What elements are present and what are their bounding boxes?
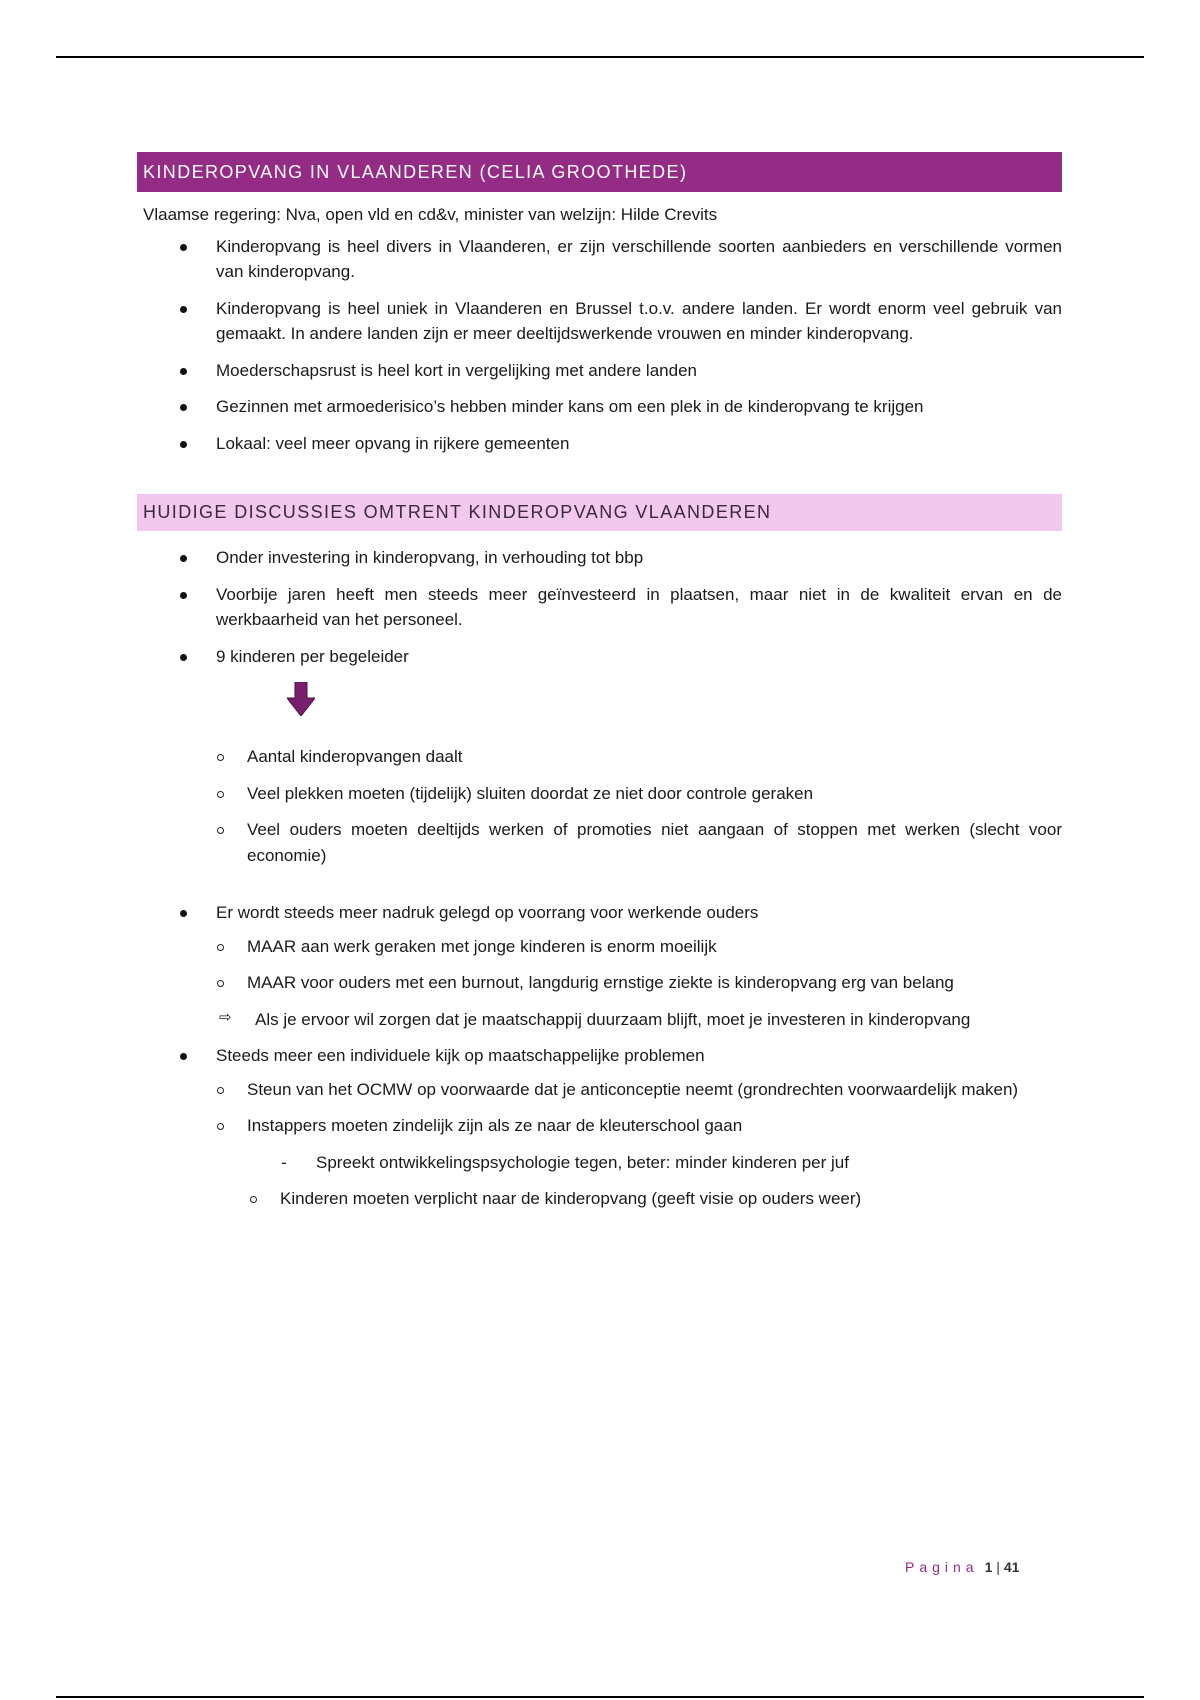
list-item: Steun van het OCMW op voorwaarde dat je anticonceptie neemt (grondrechten voorwaardelijk maken) <box>247 1079 1019 1099</box>
list-item: MAAR voor ouders met een burnout, langdurig ernstige ziekte is kinderopvang erg van belang <box>247 973 954 992</box>
list-item: 9 kinderen per begeleider <box>216 646 409 666</box>
page-word: Pagina <box>905 1559 979 1575</box>
final-sub-list <box>242 1186 1062 1212</box>
list-item: Instappers moeten zindelijk zijn als ze naar de kleuterschool gaan <box>247 1116 743 1135</box>
arrow-right-icon: ⇨ <box>219 1008 232 1026</box>
page-number: 1 <box>984 1559 993 1575</box>
section2-bullet-list <box>137 545 1062 669</box>
list-item: Onder investering in kinderopvang, in verhouding tot bbp <box>216 548 644 567</box>
list-item: Kinderopvang is heel uniek in Vlaanderen en Brussel t.o.v. andere landen. Er wordt enorm veel gebruik van gemaakt. In andere landen zijn er meer deeltijdswerkende vrouwen en minder kinderopvang. <box>216 298 1062 343</box>
section2-bullet-list-final <box>137 1043 1062 1139</box>
list-item: Kinderen moeten verplicht naar de kinderopvang (geeft visie op ouders weer) <box>280 1189 862 1208</box>
list-item: Aantal kinderopvangen daalt <box>247 747 463 766</box>
sub-list <box>209 1077 1062 1139</box>
dash-note: - Spreekt ontwikkelingspsychologie tegen, beter: minder kinderen per juf <box>281 1150 1062 1176</box>
page-separator: | <box>996 1559 1000 1575</box>
page-total: 41 <box>1003 1559 1020 1575</box>
section1-bullet-list <box>137 234 1062 457</box>
down-arrow-icon <box>287 680 1062 736</box>
header-rule <box>56 56 1144 58</box>
list-item: Moederschapsrust is heel kort in vergelijking met andere landen <box>216 360 697 380</box>
document-body <box>137 152 1062 1223</box>
section2-bullet-list-continued <box>137 900 1062 996</box>
section-heading-discussies: HUIDIGE DISCUSSIES OMTRENT KINDEROPVANG VLAANDEREN <box>137 494 1062 531</box>
page-footer <box>905 1557 1019 1578</box>
list-item: Kinderopvang is heel divers in Vlaanderen, er zijn verschillende soorten aanbieders en verschillende vormen van kinderopvang. <box>216 236 1062 281</box>
conclusion-line: ⇨ Als je ervoor wil zorgen dat je maatschappij duurzaam blijft, moet je investeren in kinderopvang <box>219 1008 971 1029</box>
list-item: MAAR aan werk geraken met jonge kinderen is enorm moeilijk <box>247 936 717 956</box>
intro-paragraph: Vlaamse regering: Nva, open vld en cd&v, minister van welzijn: Hilde Crevits <box>143 205 718 224</box>
list-item: Veel ouders moeten deeltijds werken of promoties niet aangaan of stoppen met werken (slecht voor economie) <box>247 820 1062 865</box>
consequence-list <box>209 744 1062 868</box>
section-heading-kinderopvang: KINDEROPVANG IN VLAANDEREN (CELIA GROOTHEDE) <box>137 152 1062 192</box>
list-item: Voorbije jaren heeft men steeds meer geïnvesteerd in plaatsen, maar niet in de kwaliteit ervan en de werkbaarheid van het personeel. <box>216 584 1062 629</box>
list-item: Er wordt steeds meer nadruk gelegd op voorrang voor werkende ouders MAAR aan werk geraken met jonge kinderen is enorm moeilijk MAAR voor ouders met een burnout, langdurig ernstige ziekte is kinderopvang erg van belang <box>137 900 1062 996</box>
list-item: Lokaal: veel meer opvang in rijkere gemeenten <box>216 433 570 453</box>
dash-icon: - <box>281 1152 287 1172</box>
list-item: Steeds meer een individuele kijk op maatschappelijke problemen Steun van het OCMW op voorwaarde dat je anticonceptie neemt (grondrechten voorwaardelijk maken) Instappers moeten zindelijk zijn als ze naar de kleuterschool gaan <box>137 1043 1062 1139</box>
list-item: Gezinnen met armoederisico’s hebben minder kans om een plek in de kinderopvang te krijgen <box>216 397 924 416</box>
list-item: Veel plekken moeten (tijdelijk) sluiten doordat ze niet door controle geraken <box>247 783 814 803</box>
sub-list <box>209 934 1062 996</box>
footer-rule <box>56 1696 1144 1698</box>
